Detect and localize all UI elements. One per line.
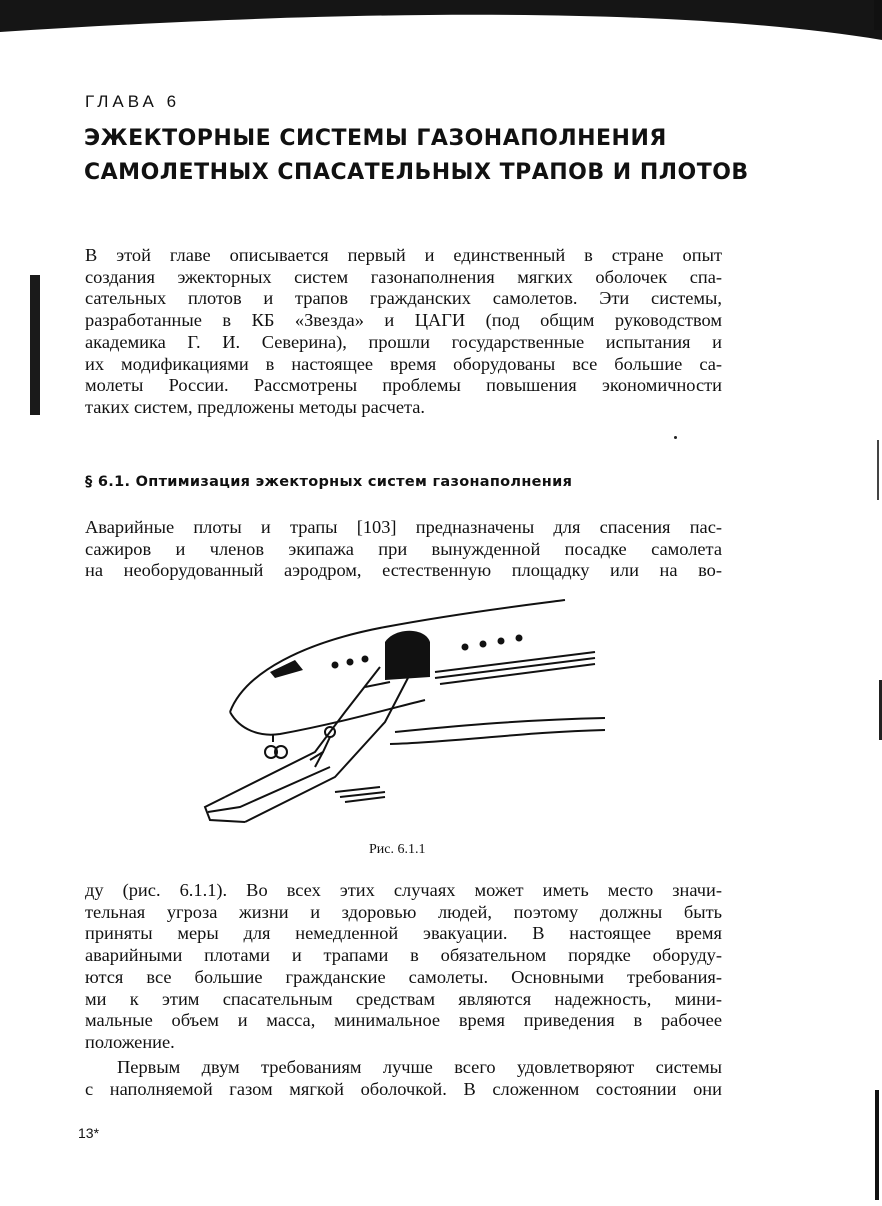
text-line: таких систем, предложены методы расчета. [85, 396, 426, 417]
text-line: Первым двум требованиям лучше всего удовлетворяют системы [117, 1057, 722, 1077]
chapter-label: ГЛАВА 6 [85, 92, 181, 111]
body-paragraph [85, 517, 722, 582]
text-line: аварийными плотами и трапами в обязательном порядке оборуду- [85, 945, 722, 966]
scan-edge-top [0, 0, 882, 40]
intro-paragraph [85, 245, 722, 419]
figure-caption: Рис. 6.1.1 [369, 842, 426, 857]
scan-speck [674, 436, 677, 439]
scan-mark-left [30, 275, 40, 415]
figure-aircraft-slide [185, 592, 615, 832]
text-line: сажиров и членов экипажа при вынужденной посадке самолета [85, 538, 722, 559]
body-paragraph [85, 1057, 722, 1100]
body-paragraph [85, 880, 722, 1054]
text-line: тельная угроза жизни и здоровью людей, поэтому должны быть [85, 901, 722, 922]
text-line: на необорудованный аэродром, естественную площадку или на во- [85, 560, 722, 581]
text-line: ми к этим спасательным средствам являются надежность, мини- [85, 988, 722, 1009]
text-line: Аварийные плоты и трапы [103] предназначены для спасения пас- [85, 517, 722, 537]
title-line: ЭЖЕКТОРНЫЕ СИСТЕМЫ ГАЗОНАПОЛНЕНИЯ [84, 126, 667, 151]
text-line: их модификациями в настоящее время оборудованы все большие са- [85, 353, 722, 374]
text-line: сательных плотов и трапов гражданских самолетов. Эти системы, [85, 288, 722, 309]
text-line: положение. [85, 1031, 175, 1052]
scan-edge-right [870, 0, 882, 1206]
text-line: мальные объем и масса, минимальное время приведения в рабочее [85, 1010, 722, 1031]
chapter-title [84, 122, 764, 190]
text-line: разработанные в КБ «Звезда» и ЦАГИ (под общим руководством [85, 310, 722, 331]
text-line: создания эжекторных систем газонаполнения мягких оболочек спа- [85, 266, 722, 287]
text-line: с наполняемой газом мягкой оболочкой. В сложенном состоянии они [85, 1078, 722, 1099]
title-line: САМОЛЕТНЫХ СПАСАТЕЛЬНЫХ ТРАПОВ И ПЛОТОВ [84, 160, 749, 185]
text-line: ду (рис. 6.1.1). Во всех этих случаях может иметь место значи- [85, 880, 722, 900]
page-number: 13* [78, 1125, 100, 1141]
section-heading: § 6.1. Оптимизация эжекторных систем газонаполнения [85, 474, 573, 490]
text-line: В этой главе описывается первый и единственный в стране опыт [85, 245, 722, 265]
text-line: академика Г. И. Северина), прошли государственные испытания и [85, 331, 722, 352]
text-line: молеты России. Рассмотрены проблемы повышения экономичности [85, 375, 722, 396]
text-line: ются все большие гражданские самолеты. Основными требования- [85, 966, 722, 987]
text-line: приняты меры для немедленной эвакуации. В настоящее время [85, 923, 722, 944]
